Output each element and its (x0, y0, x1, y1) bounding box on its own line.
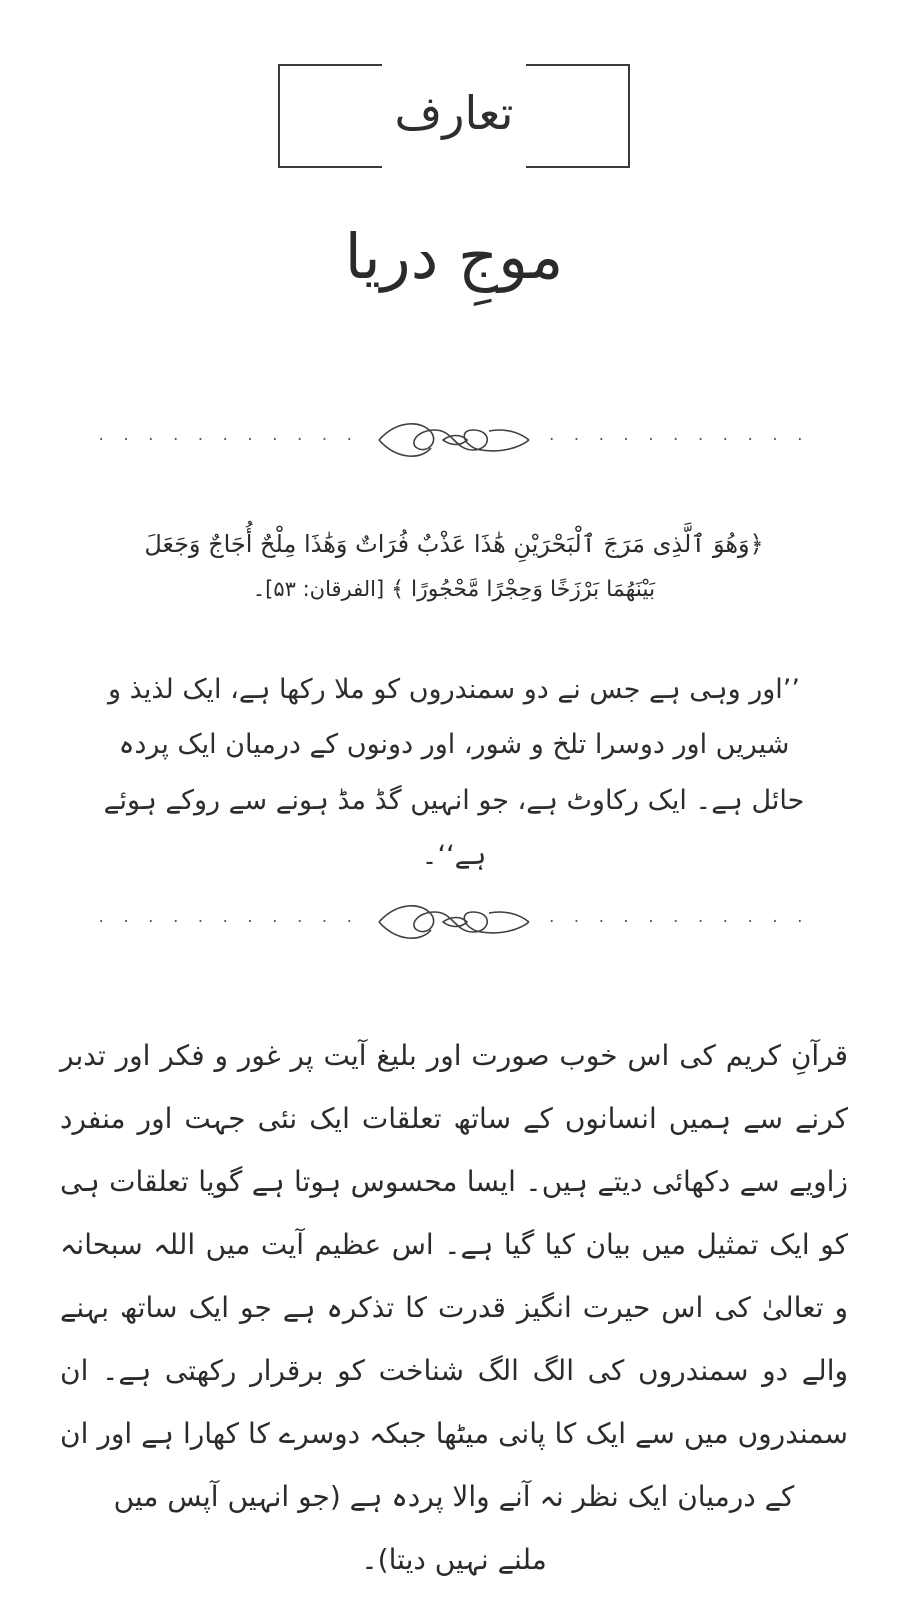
header-box (278, 64, 630, 168)
ornament-divider-top (0, 414, 908, 466)
body-paragraph-text: قرآنِ کریم کی اس خوب صورت اور بلیغ آیت پر غور و فکر اور تدبر کرنے سے ہمیں انسانوں کے ساتھ تعلقات ایک نئی جہت اور منفرد زاویے سے دکھائی دیتے ہیں۔ ایسا محسوس ہوتا ہے گویا تعلقات ہی کو ایک تمثیل میں بیان کیا گیا ہے۔ اس عظیم آیت میں اللہ سبحانہ و تعالیٰ کی اس حیرت انگیز قدرت کا تذکرہ ہے جو ایک ساتھ بہنے والے دو سمندروں کی الگ الگ شناخت کو برقرار رکھتی ہے۔ ان سمندروں میں سے ایک کا پانی میٹھا جبکہ دوسرے کا کھارا ہے اور ان کے درمیان ایک نظر نہ آنے والا پردہ ہے (جو انہیں آپس میں (60, 1039, 848, 1513)
verse-translation: ’’اور وہی ہے جس نے دو سمندروں کو ملا رکھا ہے، ایک لذیذ و شیریں اور دوسرا تلخ و شور، اور دونوں کے درمیان ایک پردہ حائل ہے۔ ایک رکاوٹ ہے، جو انہیں گڈ مڈ ہونے سے روکے ہوئے ہے‘‘۔ (103, 674, 805, 872)
body-paragraph (60, 1024, 848, 1591)
ornament-dots-left: · · · · · · · · · · · (98, 429, 359, 450)
quran-verse (64, 520, 844, 612)
ornament-dots-right: · · · · · · · · · · · (549, 429, 810, 450)
ornament-swirl-icon-bottom (369, 896, 539, 948)
verse-line-2 (64, 568, 844, 612)
verse-reference: [الفرقان: ۵۳]۔ (252, 577, 385, 601)
ornament-swirl-icon (369, 414, 539, 466)
ornament-divider-bottom (0, 896, 908, 948)
ornament-dots-right-bottom: · · · · · · · · · · · (549, 911, 810, 932)
page-title: موجِ دریا (344, 220, 564, 293)
header-label: تعارف (394, 86, 514, 140)
body-paragraph-last-line: ملنے نہیں دیتا)۔ (361, 1543, 547, 1576)
header-frame (0, 64, 908, 168)
verse-line-2-text: بَيْنَهُمَا بَرْزَخًا وَحِجْرًا مَّحْجُورًا ﴾ (391, 577, 656, 602)
ornament-dots-left-bottom: · · · · · · · · · · · (98, 911, 359, 932)
verse-line-1: ﴿وَهُوَ ٱلَّذِى مَرَجَ ٱلْبَحْرَيْنِ هَٰذَا عَذْبٌ فُرَاتٌ وَهَٰذَا مِلْحٌ أُجَاجٌ وَجَعَلَ (144, 530, 764, 558)
